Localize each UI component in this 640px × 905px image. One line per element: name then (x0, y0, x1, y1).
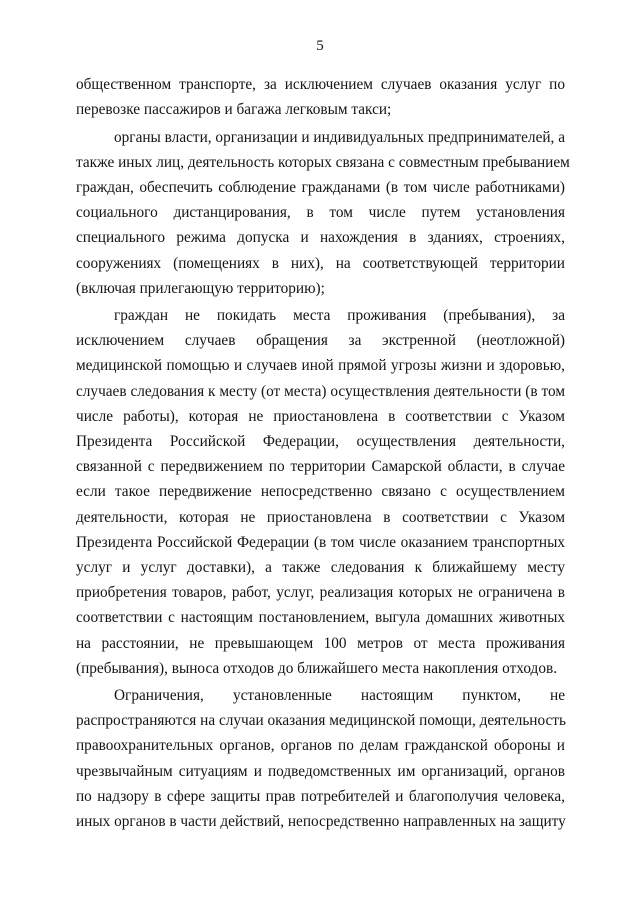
text-line: распространяются на случаи оказания медицинской помощи, деятельность (76, 712, 566, 730)
text-line: приобретения товаров, работ, услуг, реализация которых не ограничена в (76, 584, 565, 602)
text-line: Президента Российской Федерации (в том числе оказанием транспортных (76, 533, 565, 551)
text-line: органы власти, организации и индивидуальных предпринимателей, а (114, 128, 565, 146)
text-line: по надзору в сфере защиты прав потребителей и благополучия человека, (76, 787, 565, 805)
text-line: граждан не покидать места проживания (пребывания), за (114, 307, 565, 325)
text-line: медицинской помощью и случаев иной прямой угрозы жизни и здоровью, (76, 357, 565, 375)
text-line: также иных лиц, деятельность которых связана с совместным пребыванием (76, 153, 570, 171)
text-line: случаев следования к месту (от места) осуществления деятельности (в том (76, 382, 565, 400)
text-line: числе работы), которая не приостановлена в соответствии с Указом (76, 407, 565, 425)
paragraph (76, 683, 565, 834)
text-line: Президента Российской Федерации, осуществления деятельности, (76, 433, 565, 450)
text-line: (пребывания), выноса отходов до ближайшего места накопления отходов. (76, 659, 558, 677)
text-line: (включая прилегающую территорию); (76, 279, 325, 297)
text-line: если такое передвижение непосредственно связано с осуществлением (76, 483, 565, 501)
text-line: социального дистанцирования, в том числе путем установления (76, 204, 565, 222)
text-line: соответствии с настоящим постановлением, выгула домашних животных (76, 609, 565, 627)
text-line: общественном транспорте, за исключением случаев оказания услуг по (76, 76, 565, 93)
text-line: деятельности, которая не приостановлена в соответствии с Указом (76, 508, 565, 526)
page-number: 5 (316, 38, 324, 54)
paragraph (76, 125, 570, 301)
paragraph (76, 72, 565, 122)
text-line: иных органов в части действий, непосредственно направленных на защиту (76, 813, 566, 830)
paragraph (76, 303, 565, 681)
text-line: услуг и услуг доставки), а также следования к ближайшему месту (76, 558, 565, 576)
text-line: специального режима допуска и нахождения в зданиях, строениях, (76, 229, 565, 247)
text-line: исключением случаев обращения за экстренной (неотложной) (76, 332, 565, 350)
text-line: сооружениях (помещениях в них), на соответствующей территории (76, 254, 565, 272)
document-body (76, 72, 570, 834)
text-line: на расстоянии, не превышающем 100 метров от места проживания (76, 634, 565, 652)
text-line: граждан, обеспечить соблюдение гражданами (в том числе работниками) (76, 178, 565, 196)
text-line: правоохранительных органов, органов по делам гражданской обороны и (76, 737, 565, 755)
text-line: чрезвычайным ситуациям и подведомственных им организаций, органов (76, 762, 565, 780)
text-line: перевозке пассажиров и багажа легковым такси; (76, 101, 392, 119)
text-line: Ограничения, установленные настоящим пунктом, не (114, 687, 565, 705)
text-line: связанной с передвижением по территории Самарской области, в случае (76, 458, 565, 476)
